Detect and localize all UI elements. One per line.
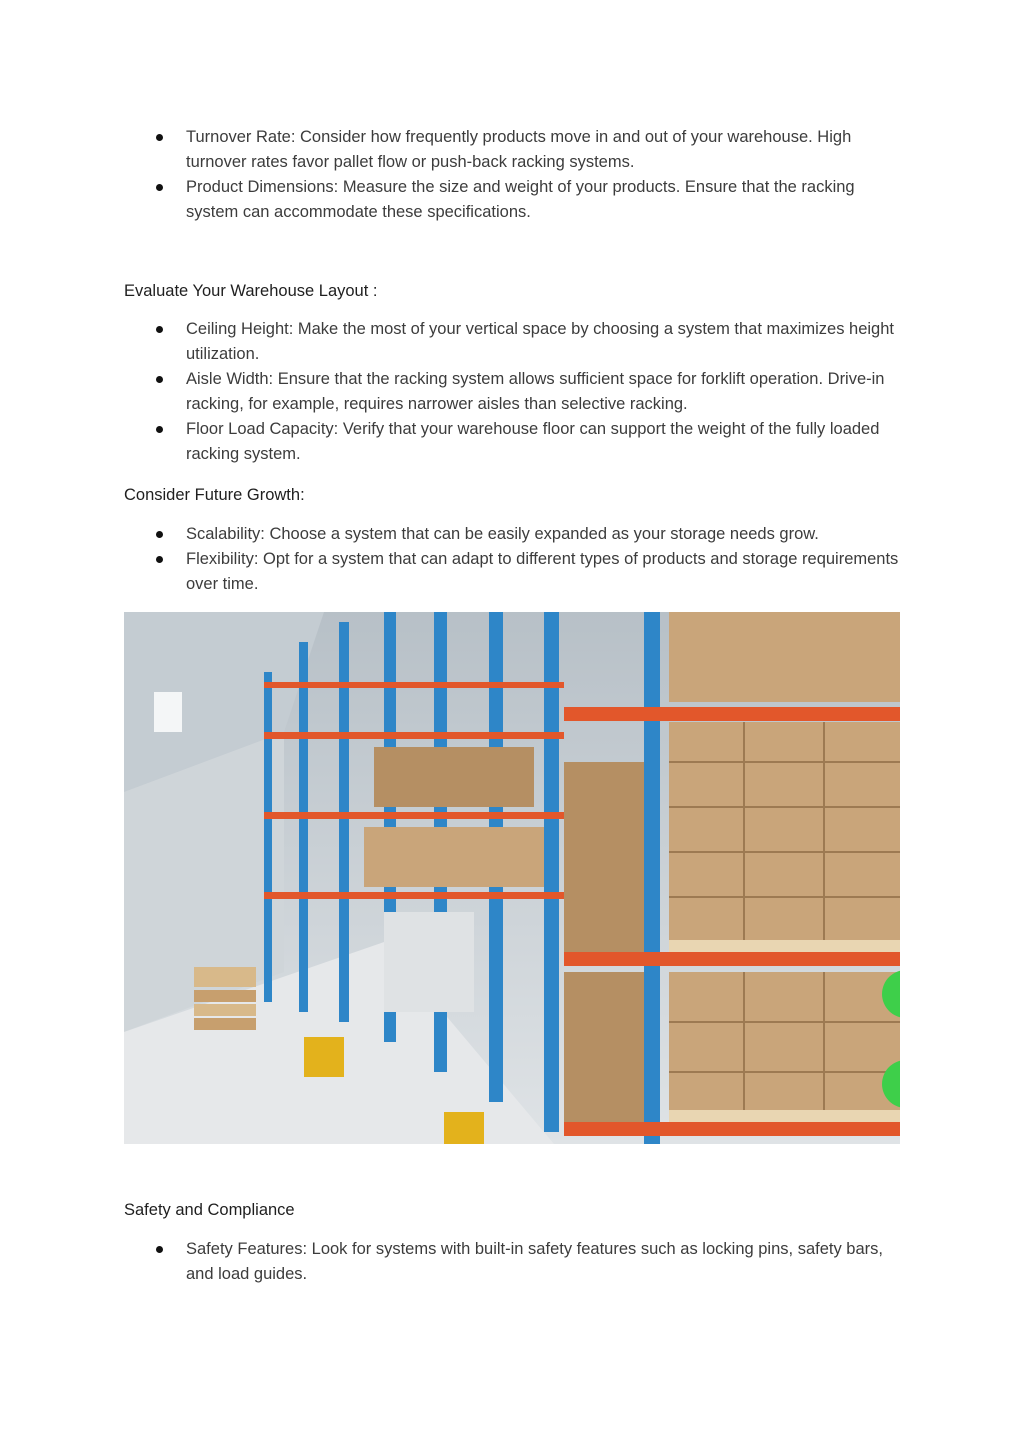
list-item [124, 367, 904, 417]
list-item-text: Aisle Width: Ensure that the racking system allows sufficient space for forklift operation. Drive-in racking, for example, requires narrower aisles than selective racking. [186, 370, 885, 413]
list-item-text: Flexibility: Opt for a system that can adapt to different types of products and storage requirements over time. [186, 550, 899, 593]
list-item-text: Floor Load Capacity: Verify that your warehouse floor can support the weight of the fully loaded racking system. [186, 420, 880, 463]
bullet-icon [156, 376, 163, 383]
growth-list [124, 522, 904, 597]
section-heading-layout: Evaluate Your Warehouse Layout : [124, 282, 378, 300]
layout-list [124, 317, 904, 467]
safety-barrier [304, 1037, 344, 1077]
bullet-icon [156, 426, 163, 433]
ceiling-light [154, 692, 182, 732]
list-item-text: Turnover Rate: Consider how frequently products move in and out of your warehouse. High turnover rates favor pallet flow or push-back racking systems. [186, 128, 852, 171]
bullet-icon [156, 1246, 163, 1253]
safety-list [124, 1237, 904, 1287]
rack-upright-front [644, 612, 660, 1144]
list-item-text: Scalability: Choose a system that can be easily expanded as your storage needs grow. [186, 525, 819, 543]
bullet-icon [156, 556, 163, 563]
list-item [124, 1237, 904, 1287]
bullet-icon [156, 531, 163, 538]
pallet-stack [194, 967, 256, 1030]
list-item [124, 317, 904, 367]
safety-barrier [444, 1112, 484, 1144]
section-heading-growth: Consider Future Growth: [124, 486, 305, 504]
list-item [124, 125, 904, 175]
warehouse-illustration [124, 612, 900, 1144]
warehouse-racking-photo [124, 612, 900, 1144]
list-item [124, 547, 904, 597]
section-heading-safety: Safety and Compliance [124, 1201, 295, 1219]
list-item [124, 417, 904, 467]
bullet-icon [156, 184, 163, 191]
bullet-icon [156, 134, 163, 141]
list-item-text: Product Dimensions: Measure the size and weight of your products. Ensure that the racking system can accommodate these specifications. [186, 178, 855, 221]
list-item [124, 175, 904, 225]
product-factors-list [124, 125, 904, 225]
list-item-text: Safety Features: Look for systems with built-in safety features such as locking pins, safety bars, and load guides. [186, 1240, 883, 1283]
bullet-icon [156, 326, 163, 333]
list-item-text: Ceiling Height: Make the most of your vertical space by choosing a system that maximizes height utilization. [186, 320, 894, 363]
list-item [124, 522, 904, 547]
